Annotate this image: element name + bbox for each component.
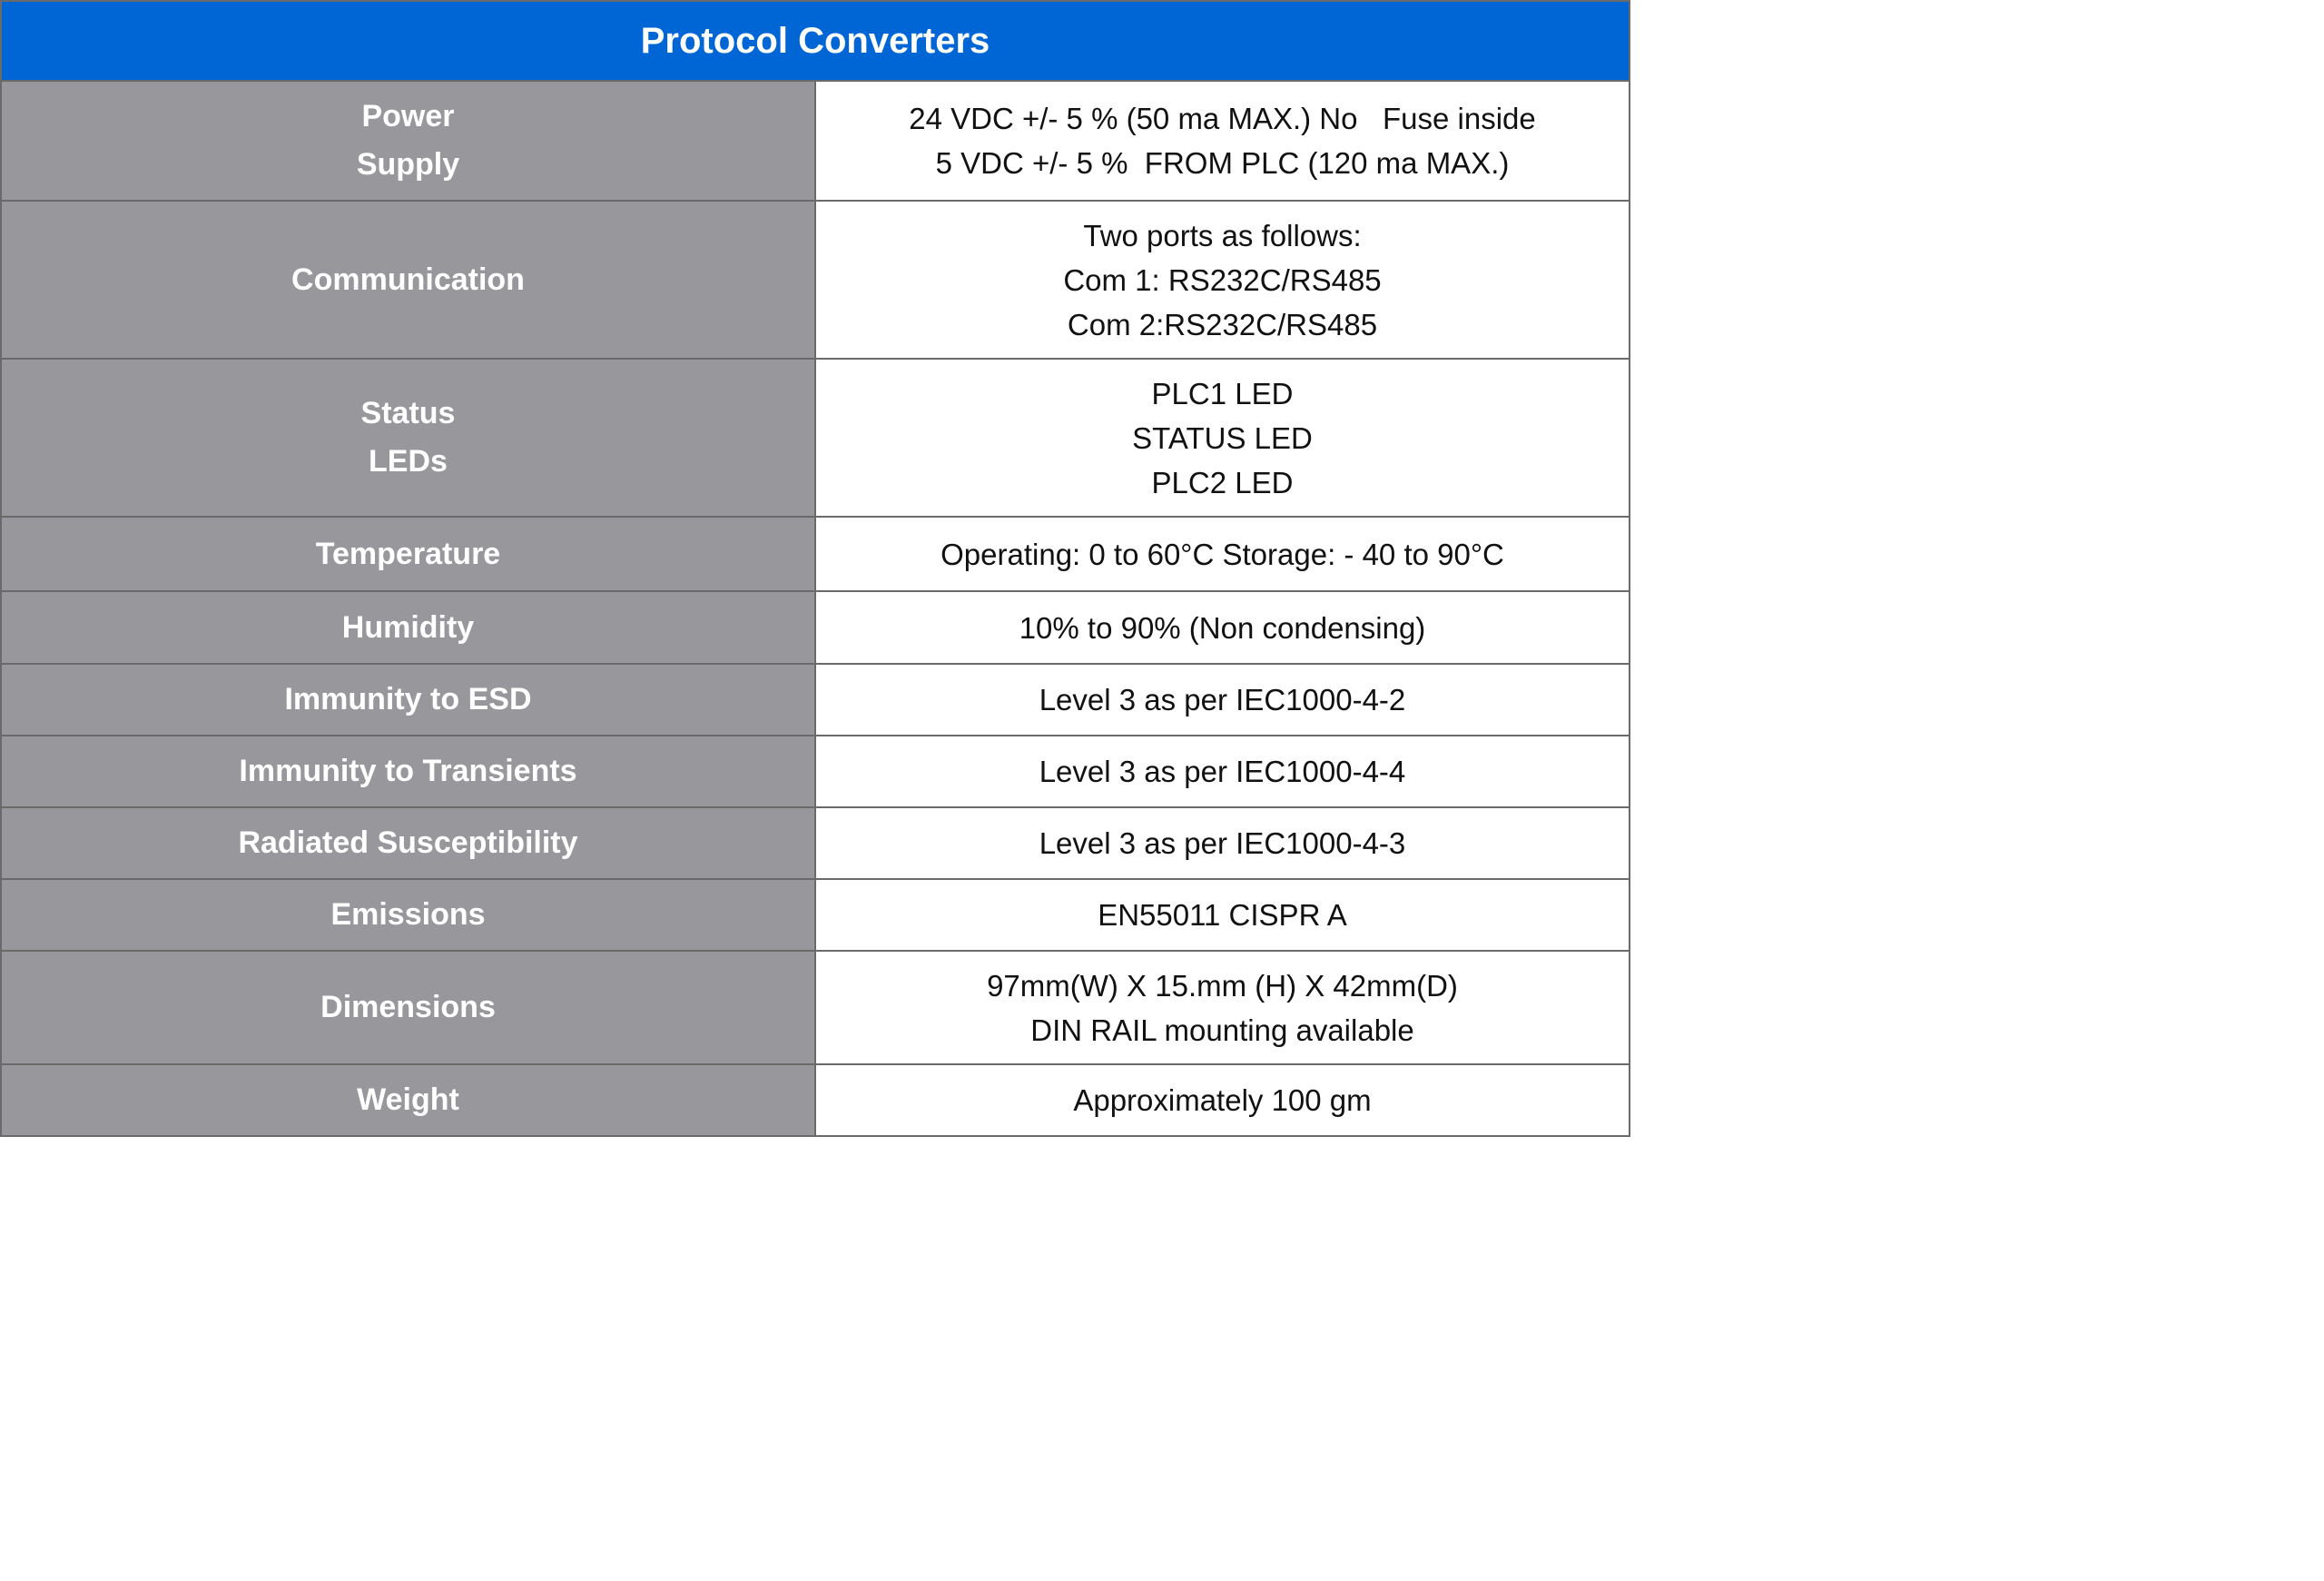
row-label-communication	[1, 201, 815, 359]
table-row	[1, 359, 1630, 517]
row-label-weight	[1, 1064, 815, 1136]
row-value-humidity	[815, 591, 1630, 664]
table-row	[1, 736, 1630, 807]
value-line: 97mm(W) X 15.mm (H) X 42mm(D)	[987, 968, 1458, 1003]
value-line: Com 2:RS232C/RS485	[1067, 307, 1378, 341]
label-line: Radiated Susceptibility	[238, 825, 578, 860]
row-value-status-leds	[815, 359, 1630, 517]
row-label-humidity	[1, 591, 815, 664]
label-line: Humidity	[341, 609, 475, 645]
label-line: Status	[360, 396, 456, 430]
value-line: PLC1 LED	[1151, 376, 1294, 410]
table-row	[1, 879, 1630, 951]
row-value-immunity-esd	[815, 664, 1630, 736]
row-label-temperature	[1, 517, 815, 591]
value-line: Operating: 0 to 60°C Storage: - 40 to 90°C	[940, 537, 1504, 571]
label-line: Immunity to ESD	[284, 682, 532, 716]
table-row	[1, 517, 1630, 591]
row-value-emissions	[815, 879, 1630, 951]
value-line: 10% to 90% (Non condensing)	[1019, 610, 1426, 645]
value-line: PLC2 LED	[1151, 465, 1294, 499]
table-row	[1, 951, 1630, 1064]
row-label-immunity-transients	[1, 736, 815, 807]
row-value-temperature	[815, 517, 1630, 591]
label-line: Immunity to Transients	[239, 754, 577, 788]
label-line: Communication	[291, 262, 525, 297]
value-line: 24 VDC +/- 5 % (50 ma MAX.) No Fuse inside	[909, 102, 1536, 135]
table-row	[1, 81, 1630, 201]
label-line: Supply	[356, 147, 460, 182]
row-value-radiated-susceptibility	[815, 807, 1630, 879]
value-line: Level 3 as per IEC1000-4-4	[1039, 755, 1406, 788]
value-line: Level 3 as per IEC1000-4-2	[1039, 683, 1406, 716]
row-label-status-leds	[1, 359, 815, 517]
label-line: LEDs	[369, 444, 448, 479]
table-title: Protocol Converters	[1, 1, 1630, 81]
table-row	[1, 807, 1630, 879]
label-line: Power	[361, 99, 455, 133]
row-label-emissions	[1, 879, 815, 951]
table-row	[1, 201, 1630, 359]
value-line: Two ports as follows:	[1083, 218, 1362, 252]
value-line: 5 VDC +/- 5 % FROM PLC (120 ma MAX.)	[935, 146, 1510, 180]
label-line: Temperature	[315, 536, 501, 571]
row-label-immunity-esd	[1, 664, 815, 736]
label-line: Dimensions	[320, 990, 496, 1024]
row-label-radiated-susceptibility	[1, 807, 815, 879]
table-row	[1, 591, 1630, 664]
value-line: Com 1: RS232C/RS485	[1063, 262, 1382, 297]
row-value-communication	[815, 201, 1630, 359]
value-line: Approximately 100 gm	[1073, 1083, 1372, 1117]
row-value-power-supply	[815, 81, 1630, 201]
label-line: Emissions	[330, 897, 486, 932]
table-row	[1, 664, 1630, 736]
value-line: DIN RAIL mounting available	[1030, 1013, 1414, 1047]
value-line: Level 3 as per IEC1000-4-3	[1039, 826, 1406, 860]
row-value-immunity-transients	[815, 736, 1630, 807]
row-value-dimensions	[815, 951, 1630, 1064]
row-label-dimensions	[1, 951, 815, 1064]
table-row	[1, 1064, 1630, 1136]
table-header-row	[1, 1, 1630, 81]
label-line: Weight	[357, 1082, 459, 1117]
row-value-weight	[815, 1064, 1630, 1136]
value-line: EN55011 CISPR A	[1098, 898, 1347, 932]
row-label-power-supply	[1, 81, 815, 201]
value-line: STATUS LED	[1132, 420, 1313, 455]
